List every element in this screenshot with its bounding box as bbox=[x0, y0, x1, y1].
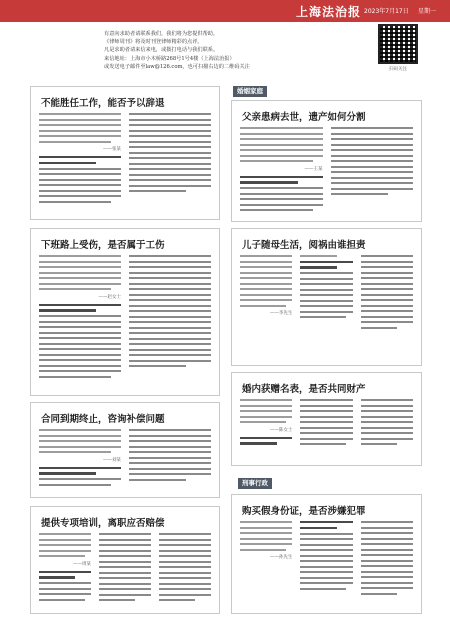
article-author: ——李先生 bbox=[269, 311, 293, 316]
article-author: ——张某 bbox=[103, 147, 121, 152]
article-author: ——孙先生 bbox=[269, 555, 293, 560]
article-title: 合同到期终止，咨询补偿问题 bbox=[41, 414, 165, 425]
intro-notice bbox=[104, 30, 340, 71]
article-title: 婚内获赠名表，是否共同财产 bbox=[242, 384, 366, 395]
article-title: 下班路上受伤，是否属于工伤 bbox=[41, 240, 165, 251]
article-author: ——赵女士 bbox=[98, 294, 121, 300]
article-author: ——陈女士 bbox=[269, 427, 293, 433]
article-card[interactable] bbox=[231, 372, 422, 466]
issue-date: 2023年7月17日 bbox=[364, 8, 409, 15]
masthead bbox=[0, 0, 450, 22]
article-author: ——刘某 bbox=[103, 457, 121, 463]
article-author: ——王某 bbox=[304, 166, 323, 172]
article-title: 提供专项培训，离职应否赔偿 bbox=[41, 518, 165, 529]
intro-line: 凡是求助者请来信来电，或拨打电话与我们联系。 bbox=[104, 47, 219, 54]
article-title: 儿子随母生活，阅祸由谁担责 bbox=[242, 240, 366, 251]
article-author: ——周某 bbox=[73, 561, 91, 567]
qr-label: 扫码关注 bbox=[389, 67, 407, 72]
intro-line: 有意向求助者请联系我们，我们将为您提供帮助。 bbox=[104, 31, 219, 37]
article-title: 父亲患病去世，遗产如何分割 bbox=[242, 112, 366, 123]
section-tag-criminal: 刑事行政 bbox=[238, 478, 272, 489]
article-card[interactable] bbox=[30, 402, 220, 498]
article-card[interactable] bbox=[231, 100, 422, 222]
article-title: 购买假身份证，是否涉嫌犯罪 bbox=[242, 506, 366, 517]
article-card[interactable] bbox=[30, 86, 220, 220]
article-card[interactable] bbox=[231, 228, 422, 366]
article-card[interactable] bbox=[30, 506, 220, 614]
article-title: 不能胜任工作，能否予以辞退 bbox=[41, 98, 165, 109]
intro-line: 或发送电子邮件至law@126.com，也可扫描右边的二维码关注 bbox=[104, 63, 250, 70]
newspaper-logo: 上海法治报 bbox=[296, 5, 362, 19]
article-card[interactable] bbox=[231, 494, 422, 614]
intro-line: 《律师周刊》将及时刊登律师精彩的点评。 bbox=[104, 39, 203, 46]
qr-code-icon[interactable] bbox=[378, 24, 418, 64]
issue-weekday: 星期一 bbox=[418, 8, 437, 15]
intro-line: 来信地址：上海市小木桥路268号1号4楼（上海法治报） bbox=[104, 55, 235, 62]
article-card[interactable] bbox=[30, 228, 220, 396]
section-tag-family: 婚姻家庭 bbox=[233, 86, 267, 97]
